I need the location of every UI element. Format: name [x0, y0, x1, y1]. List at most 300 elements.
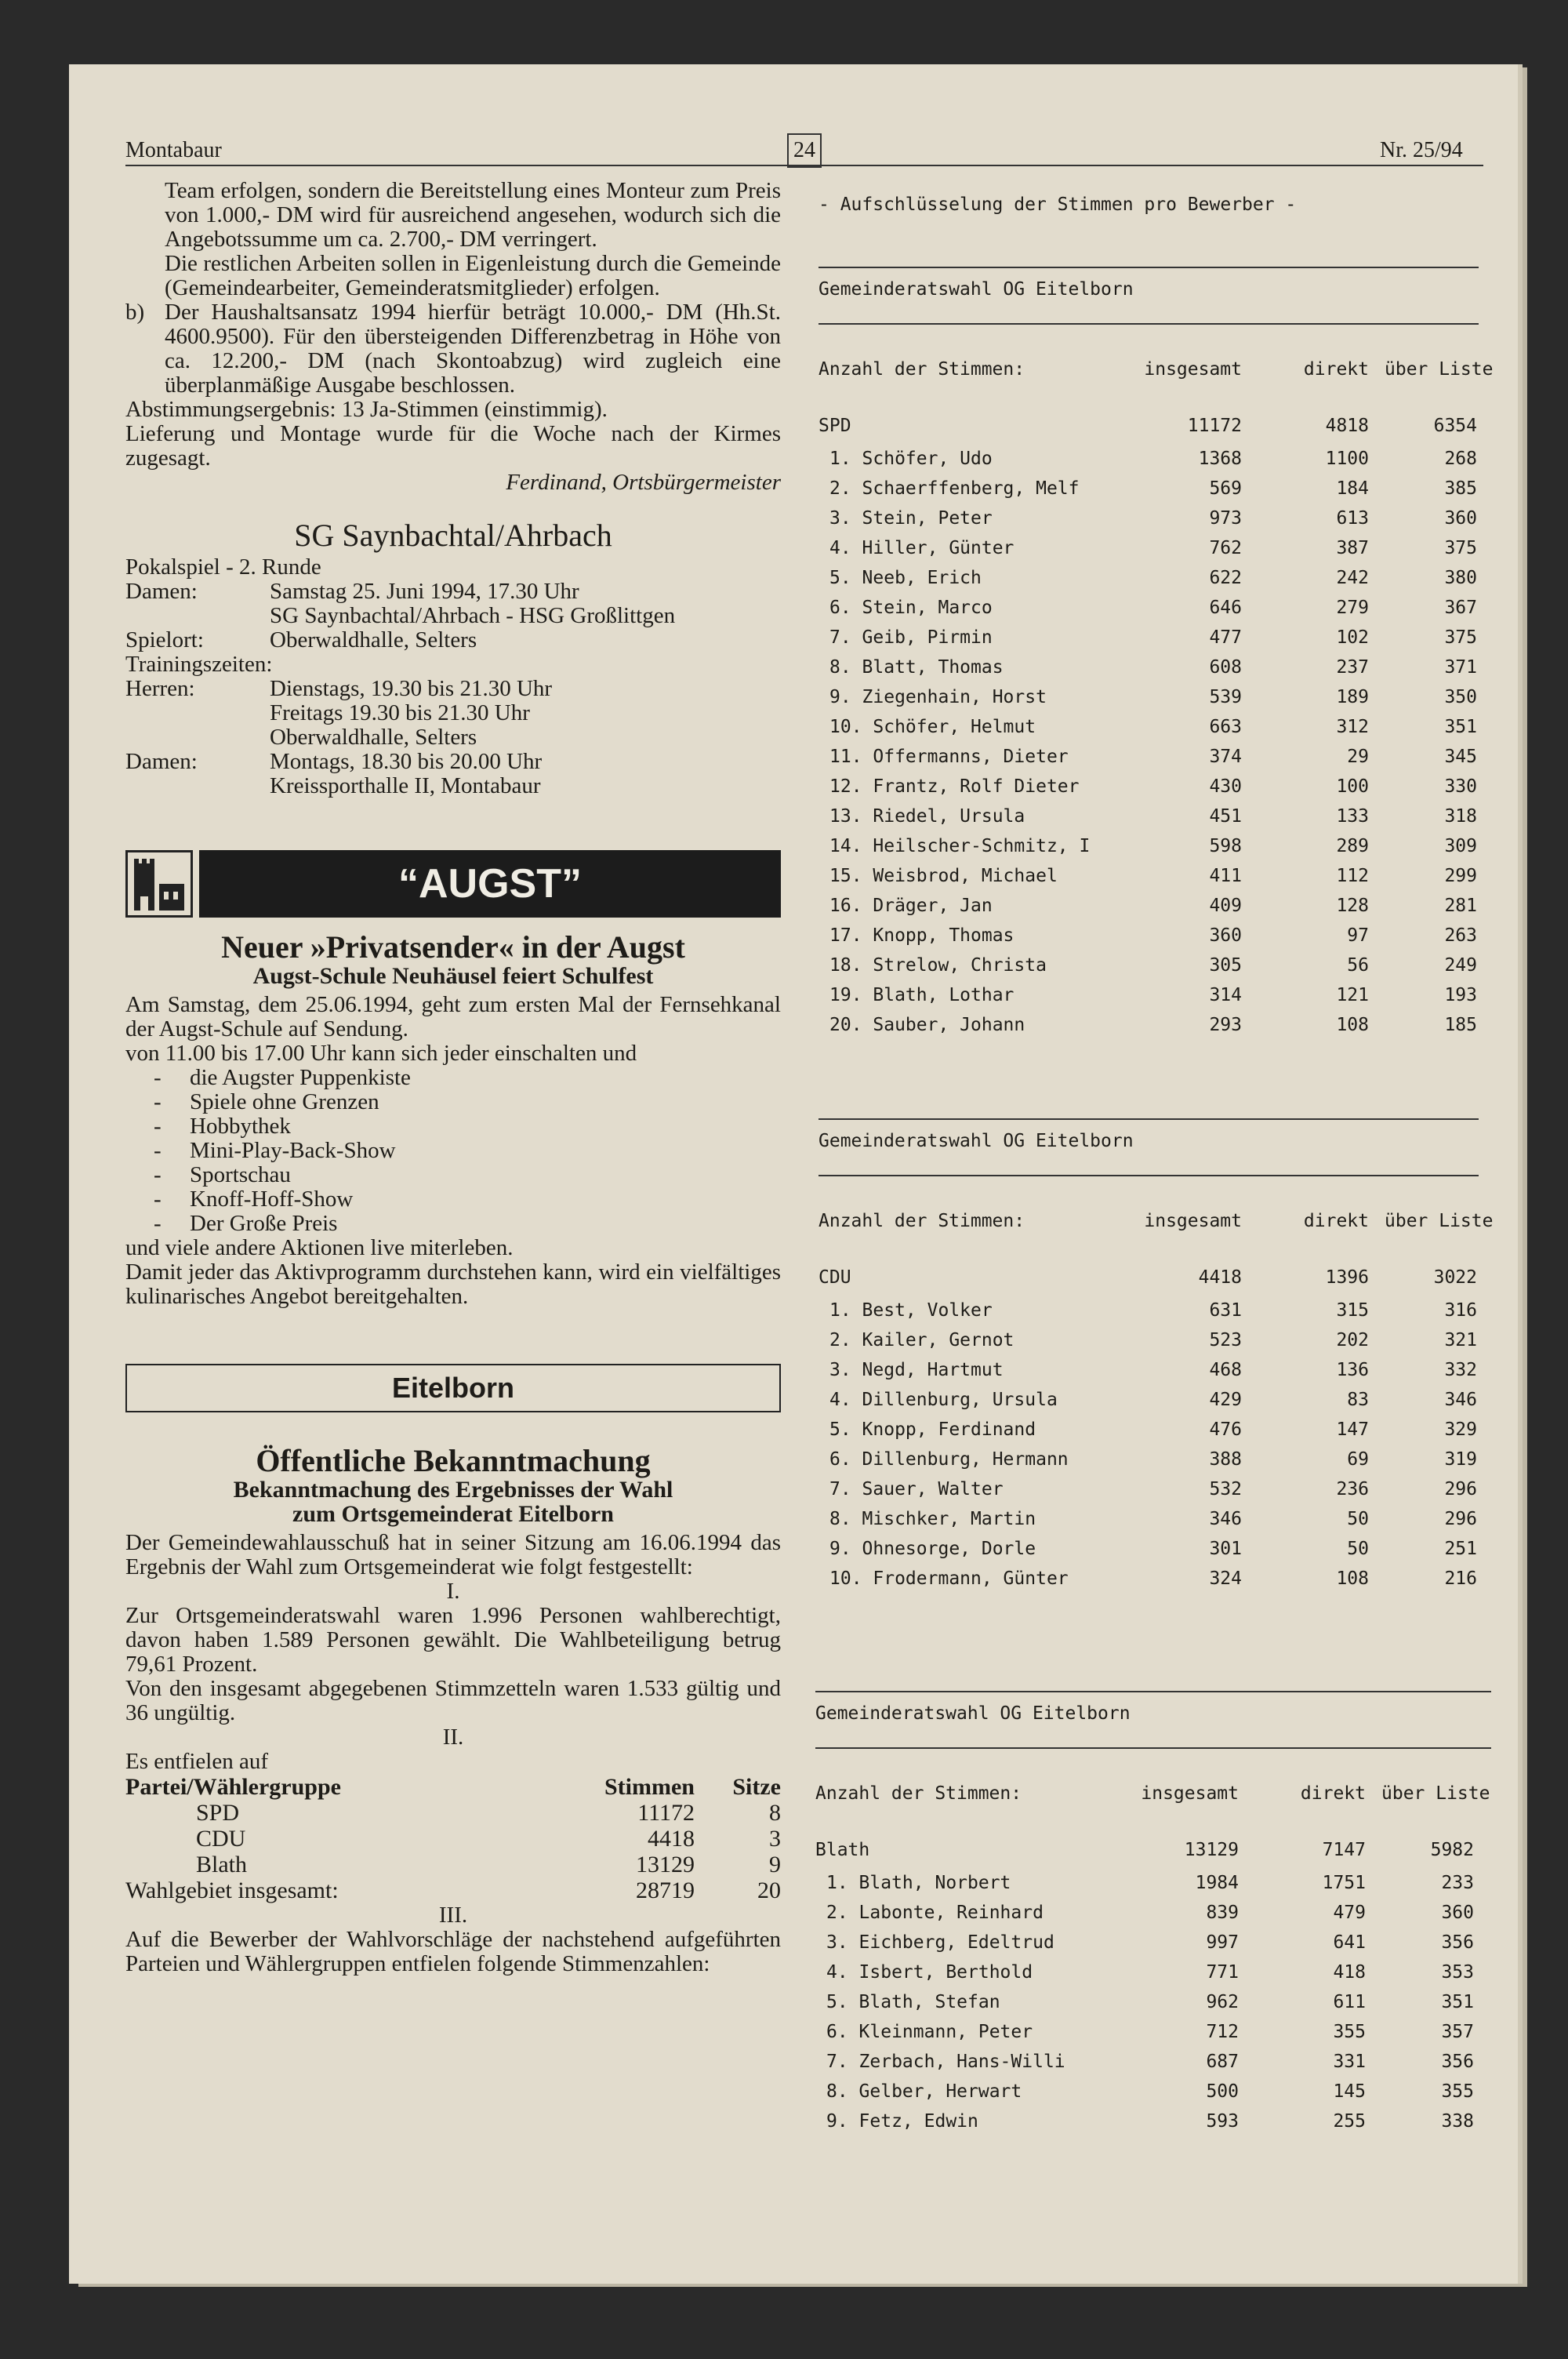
table-row: [815, 1987, 1491, 2017]
delivery-note: Lieferung und Montage wurde für die Woche nach der Kirmes zugesagt.: [125, 421, 781, 471]
candidate-insgesamt: 687: [1206, 2052, 1239, 2072]
candidate-liste: 268: [1444, 449, 1477, 469]
augst-p1: Am Samstag, dem 25.06.1994, geht zum ersten Mal der Fernsehkanal der Augst-Schule auf Sendung.: [125, 992, 781, 1041]
candidate-insgesamt: 539: [1209, 687, 1242, 707]
candidate-name: 2. Kailer, Gernot: [829, 1330, 1014, 1350]
party-total-row: [818, 411, 1479, 441]
table-row: [818, 772, 1479, 801]
section-rule-bottom: [815, 1747, 1491, 1749]
sg-herren-line1: Dienstags, 19.30 bis 21.30 Uhr: [270, 676, 553, 701]
candidate-direkt: 100: [1336, 776, 1369, 797]
eitelborn-p5: Auf die Bewerber der Wahlvorschläge der nachstehend aufgeführten Parteien und Wählergruppen entfielen folgende Stimmenzahlen:: [125, 1927, 781, 1976]
candidate-direkt: 102: [1336, 627, 1369, 648]
candidate-direkt: 312: [1336, 717, 1369, 737]
candidate-name: 19. Blath, Lothar: [829, 985, 1014, 1005]
candidate-insgesamt: 305: [1209, 955, 1242, 976]
candidate-insgesamt: 430: [1209, 776, 1242, 797]
augst-list-item: - die Augster Puppenkiste: [154, 1065, 411, 1090]
votes-breakdown-heading: - Aufschlüsselung der Stimmen pro Bewerber -: [818, 194, 1297, 215]
roman-i: I.: [446, 1579, 460, 1604]
augst-p2: von 11.00 bis 17.00 Uhr kann sich jeder einschalten und: [125, 1041, 637, 1066]
candidate-name: 4. Isbert, Berthold: [826, 1962, 1033, 1983]
candidate-name: 7. Zerbach, Hans-Willi: [826, 2052, 1065, 2072]
sg-spielort-value: Oberwaldhalle, Selters: [270, 627, 477, 652]
table-row: [818, 1325, 1479, 1355]
candidate-direkt: 613: [1336, 508, 1369, 529]
candidate-liste: 251: [1444, 1539, 1477, 1559]
candidate-insgesamt: 712: [1206, 2022, 1239, 2042]
sg-damen2-line2: Kreissporthalle II, Montabaur: [270, 773, 541, 798]
candidate-name: 12. Frantz, Rolf Dieter: [829, 776, 1080, 797]
eitelborn-p4: Es entfielen auf: [125, 1749, 268, 1774]
candidate-name: 4. Dillenburg, Ursula: [829, 1390, 1058, 1410]
sg-herren-label: Herren:: [125, 676, 195, 701]
candidate-direkt: 97: [1347, 925, 1369, 946]
candidate-direkt: 83: [1347, 1390, 1369, 1410]
candidate-direkt: 108: [1336, 1015, 1369, 1035]
candidate-table: [818, 354, 1494, 1070]
candidate-liste: 329: [1444, 1419, 1477, 1440]
sg-damen-line2: SG Saynbachtal/Ahrbach - HSG Großlittgen: [270, 603, 676, 628]
sg-damen2-label: Damen:: [125, 749, 198, 774]
sg-damen: [125, 580, 781, 628]
sg-spielort-label: Spielort:: [125, 627, 204, 652]
augst-list-item: - Spiele ohne Grenzen: [154, 1089, 379, 1114]
candidate-insgesamt: 962: [1206, 1992, 1239, 2012]
party-name: Blath: [815, 1840, 870, 1860]
candidate-insgesamt: 477: [1209, 627, 1242, 648]
table-row: [818, 1534, 1479, 1564]
candidate-direkt: 108: [1336, 1568, 1369, 1589]
candidate-name: 9. Fetz, Edwin: [826, 2111, 978, 2132]
party-liste: 6354: [1433, 416, 1477, 436]
candidate-liste: 355: [1441, 2081, 1474, 2102]
candidate-insgesamt: 293: [1209, 1015, 1242, 1035]
table-row: [818, 1474, 1479, 1504]
party-direkt: 7147: [1322, 1840, 1366, 1860]
candidate-liste: 345: [1444, 747, 1477, 767]
table-row: [818, 503, 1479, 533]
augst-list-item: - Sportschau: [154, 1162, 291, 1187]
sg-herren-line2: Freitags 19.30 bis 21.30 Uhr: [270, 700, 530, 725]
section-rule-bottom: [818, 1175, 1479, 1176]
candidate-name: 8. Gelber, Herwart: [826, 2081, 1022, 2102]
candidate-insgesamt: 622: [1209, 568, 1242, 588]
candidate-insgesamt: 346: [1209, 1509, 1242, 1529]
candidate-name: 5. Knopp, Ferdinand: [829, 1419, 1036, 1440]
table-row: [815, 1868, 1491, 1898]
sg-damen-label: Damen:: [125, 579, 198, 604]
table-row: [818, 1564, 1479, 1594]
candidate-name: 14. Heilscher-Schmitz, I: [829, 836, 1091, 856]
sg-spielort: [125, 628, 781, 652]
candidate-direkt: 29: [1347, 747, 1369, 767]
candidate-direkt: 145: [1333, 2081, 1366, 2102]
candidate-table: [815, 1779, 1491, 2166]
sg-herren: [125, 677, 781, 750]
table-row: [815, 2077, 1491, 2106]
item-b-label: b): [125, 300, 145, 325]
candidate-liste: 367: [1444, 598, 1477, 618]
candidate-insgesamt: 411: [1209, 866, 1242, 886]
candidate-direkt: 1751: [1322, 1873, 1366, 1893]
candidate-name: 8. Blatt, Thomas: [829, 657, 1004, 678]
party-total-row: [818, 1263, 1479, 1292]
roman-iii: III.: [438, 1903, 468, 1928]
col-insgesamt: insgesamt: [1144, 359, 1242, 380]
candidate-liste: 299: [1444, 866, 1477, 886]
table-row: [818, 682, 1479, 712]
eitelborn-section-box: Eitelborn: [125, 1364, 781, 1412]
sg-damen2: [125, 750, 781, 798]
candidate-insgesamt: 608: [1209, 657, 1242, 678]
party-direkt: 4818: [1325, 416, 1369, 436]
augst-banner: [125, 850, 781, 918]
candidate-name: 3. Eichberg, Edeltrud: [826, 1932, 1054, 1953]
candidate-direkt: 133: [1336, 806, 1369, 827]
candidate-liste: 316: [1444, 1300, 1477, 1321]
augst-banner-title: “AUGST”: [199, 850, 781, 918]
col-direkt: direkt: [1300, 1783, 1366, 1804]
candidate-liste: 319: [1444, 1449, 1477, 1470]
section-rule-top: [818, 267, 1479, 268]
augst-article-subtitle: Augst-Schule Neuhäusel feiert Schulfest: [252, 963, 654, 989]
candidate-liste: 263: [1444, 925, 1477, 946]
candidate-insgesamt: 839: [1206, 1903, 1239, 1923]
section-rule-top: [818, 1118, 1479, 1120]
col-insgesamt: insgesamt: [1144, 1211, 1242, 1231]
candidate-insgesamt: 409: [1209, 896, 1242, 916]
item-b: [125, 300, 781, 398]
candidate-liste: 351: [1444, 717, 1477, 737]
table-row: [818, 474, 1479, 503]
table-row: [818, 533, 1479, 563]
candidate-name: 9. Ohnesorge, Dorle: [829, 1539, 1036, 1559]
augst-list-item: - Der Große Preis: [154, 1211, 338, 1236]
candidate-name: 6. Stein, Marco: [829, 598, 993, 618]
candidate-direkt: 50: [1347, 1509, 1369, 1529]
candidate-insgesamt: 388: [1209, 1449, 1242, 1470]
candidate-name: 4. Hiller, Günter: [829, 538, 1014, 558]
section-rule-top: [815, 1691, 1491, 1692]
candidate-direkt: 641: [1333, 1932, 1366, 1953]
candidate-name: 15. Weisbrod, Michael: [829, 866, 1058, 886]
eitelborn-subtitle-1: Bekanntmachung des Ergebnisses der Wahl: [233, 1477, 673, 1503]
candidate-name: 11. Offermanns, Dieter: [829, 747, 1069, 767]
candidate-liste: 281: [1444, 896, 1477, 916]
party-results-table: [125, 1774, 781, 1903]
roman-ii: II.: [442, 1725, 464, 1750]
eitelborn-p2: Zur Ortsgemeinderatswahl waren 1.996 Personen wahlberechtigt, davon haben 1.589 Personen gewählt. Die Wahlbeteiligung betrug 79,61 Prozent.: [125, 1603, 781, 1677]
col-direkt: direkt: [1303, 1211, 1369, 1231]
header-rule: [125, 165, 1483, 166]
eitelborn-p3: Von den insgesamt abgegebenen Stimmzetteln waren 1.533 gültig und 36 ungültig.: [125, 1676, 781, 1725]
party-insgesamt: 11172: [1187, 416, 1242, 436]
th-party: Partei/Wählergruppe: [125, 1774, 341, 1800]
table-header-row: [815, 1779, 1491, 1808]
table-row: SPD 11172 8: [196, 1800, 781, 1826]
col-insgesamt: insgesamt: [1141, 1783, 1239, 1804]
candidate-insgesamt: 451: [1209, 806, 1242, 827]
table-row: [818, 861, 1479, 891]
table-row: [815, 1957, 1491, 1987]
vote-result: Abstimmungsergebnis: 13 Ja-Stimmen (einstimmig).: [125, 397, 608, 422]
table-row: Blath 13129 9: [196, 1852, 781, 1877]
candidate-name: 17. Knopp, Thomas: [829, 925, 1014, 946]
table-row: [815, 1898, 1491, 1928]
candidate-liste: 356: [1441, 1932, 1474, 1953]
party-name: CDU: [818, 1267, 851, 1288]
table-row: [818, 1385, 1479, 1415]
item-b-text: Der Haushaltsansatz 1994 hierfür beträgt 10.000,- DM (Hh.St. 4600.9500). Für den übersteigenden Differenzbetrag in Höhe von ca. 12.200,- DM (nach Skontoabzug) wird zugleich eine überplanmäßige Ausgabe beschlossen.: [165, 300, 781, 398]
table-row: [818, 742, 1479, 772]
candidate-liste: 375: [1444, 627, 1477, 648]
candidate-direkt: 112: [1336, 866, 1369, 886]
candidate-liste: 330: [1444, 776, 1477, 797]
candidate-direkt: 147: [1336, 1419, 1369, 1440]
eitelborn-title: Öffentliche Bekanntmachung: [256, 1443, 651, 1478]
table-row: [818, 1445, 1479, 1474]
candidate-insgesamt: 500: [1206, 2081, 1239, 2102]
candidate-liste: 360: [1441, 1903, 1474, 1923]
candidate-direkt: 1100: [1325, 449, 1369, 469]
table-row: [818, 1010, 1479, 1040]
section-label: Gemeinderatswahl OG Eitelborn: [815, 1703, 1131, 1724]
candidate-direkt: 189: [1336, 687, 1369, 707]
table-row: [818, 1415, 1479, 1445]
candidate-insgesamt: 314: [1209, 985, 1242, 1005]
candidate-direkt: 236: [1336, 1479, 1369, 1499]
table-row: [818, 1355, 1479, 1385]
sg-pokal: Pokalspiel - 2. Runde: [125, 554, 321, 580]
candidate-direkt: 331: [1333, 2052, 1366, 2072]
candidate-name: 5. Neeb, Erich: [829, 568, 982, 588]
signature: Ferdinand, Ortsbürgermeister: [506, 470, 781, 495]
candidate-insgesamt: 532: [1209, 1479, 1242, 1499]
party-liste: 3022: [1433, 1267, 1477, 1288]
candidate-liste: 249: [1444, 955, 1477, 976]
col-anzahl: Anzahl der Stimmen:: [818, 1211, 1025, 1231]
candidate-name: 6. Kleinmann, Peter: [826, 2022, 1033, 2042]
party-insgesamt: 13129: [1184, 1840, 1239, 1860]
candidate-insgesamt: 301: [1209, 1539, 1242, 1559]
sg-damen2-line1: Montags, 18.30 bis 20.00 Uhr: [270, 749, 543, 774]
candidate-name: 2. Labonte, Reinhard: [826, 1903, 1044, 1923]
candidate-liste: 338: [1441, 2111, 1474, 2132]
candidate-liste: 353: [1441, 1962, 1474, 1983]
candidate-name: 1. Best, Volker: [829, 1300, 993, 1321]
augst-p3: und viele andere Aktionen live miterleben.: [125, 1235, 514, 1260]
candidate-direkt: 128: [1336, 896, 1369, 916]
candidate-liste: 185: [1444, 1015, 1477, 1035]
section-label: Gemeinderatswahl OG Eitelborn: [818, 1131, 1134, 1151]
candidate-insgesamt: 476: [1209, 1419, 1242, 1440]
candidate-name: 10. Schöfer, Helmut: [829, 717, 1036, 737]
candidate-liste: 332: [1444, 1360, 1477, 1380]
candidate-insgesamt: 598: [1209, 836, 1242, 856]
candidate-direkt: 242: [1336, 568, 1369, 588]
table-header-row: [818, 1206, 1494, 1236]
candidate-name: 13. Riedel, Ursula: [829, 806, 1025, 827]
candidate-liste: 375: [1444, 538, 1477, 558]
col-ueber-liste: über Liste: [1385, 359, 1494, 380]
section-label: Gemeinderatswahl OG Eitelborn: [818, 279, 1134, 300]
candidate-name: 8. Mischker, Martin: [829, 1509, 1036, 1529]
candidate-direkt: 121: [1336, 985, 1369, 1005]
candidate-liste: 216: [1444, 1568, 1477, 1589]
table-row: [818, 831, 1479, 861]
candidate-liste: 346: [1444, 1390, 1477, 1410]
candidate-name: 1. Schöfer, Udo: [829, 449, 993, 469]
candidate-liste: 309: [1444, 836, 1477, 856]
candidate-insgesamt: 646: [1209, 598, 1242, 618]
candidate-insgesamt: 429: [1209, 1390, 1242, 1410]
candidate-insgesamt: 1368: [1198, 449, 1242, 469]
candidate-direkt: 479: [1333, 1903, 1366, 1923]
candidate-direkt: 69: [1347, 1449, 1369, 1470]
candidate-name: 3. Stein, Peter: [829, 508, 993, 529]
candidate-name: 9. Ziegenhain, Horst: [829, 687, 1047, 707]
candidate-direkt: 279: [1336, 598, 1369, 618]
candidate-liste: 321: [1444, 1330, 1477, 1350]
augst-list-item: - Mini-Play-Back-Show: [154, 1138, 396, 1163]
candidate-name: 5. Blath, Stefan: [826, 1992, 1000, 2012]
augst-list-item: - Knoff-Hoff-Show: [154, 1187, 354, 1212]
table-row: [818, 891, 1479, 921]
th-votes: Stimmen: [604, 1774, 695, 1800]
candidate-name: 3. Negd, Hartmut: [829, 1360, 1004, 1380]
table-row: [818, 623, 1479, 652]
eitelborn-p1: Der Gemeindewahlausschuß hat in seiner Sitzung am 16.06.1994 das Ergebnis der Wahl zum Ortsgemeinderat wie folgt festgestellt:: [125, 1530, 781, 1579]
candidate-name: 18. Strelow, Christa: [829, 955, 1047, 976]
col-direkt: direkt: [1303, 359, 1369, 380]
castle-logo-icon: [125, 850, 193, 918]
table-row: [815, 2047, 1491, 2077]
col-ueber-liste: über Liste: [1381, 1783, 1490, 1804]
table-row: [815, 2017, 1491, 2047]
candidate-insgesamt: 593: [1206, 2111, 1239, 2132]
candidate-liste: 385: [1444, 478, 1477, 499]
candidate-direkt: 184: [1336, 478, 1369, 499]
candidate-insgesamt: 771: [1206, 1962, 1239, 1983]
table-row: [818, 1504, 1479, 1534]
candidate-direkt: 611: [1333, 1992, 1366, 2012]
candidate-liste: 296: [1444, 1509, 1477, 1529]
candidate-liste: 360: [1444, 508, 1477, 529]
candidate-liste: 357: [1441, 2022, 1474, 2042]
table-row: [818, 593, 1479, 623]
intro-paragraph-2: Die restlichen Arbeiten sollen in Eigenleistung durch die Gemeinde (Gemeindearbeiter, Gemeinderatsmitglieder) erfolgen.: [165, 251, 781, 300]
table-row: [815, 1928, 1491, 1957]
table-row: [818, 1296, 1479, 1325]
candidate-liste: 233: [1441, 1873, 1474, 1893]
sg-title: SG Saynbachtal/Ahrbach: [294, 518, 612, 553]
candidate-insgesamt: 374: [1209, 747, 1242, 767]
party-liste: 5982: [1430, 1840, 1474, 1860]
candidate-insgesamt: 663: [1209, 717, 1242, 737]
table-row: [818, 712, 1479, 742]
candidate-direkt: 50: [1347, 1539, 1369, 1559]
col-anzahl: Anzahl der Stimmen:: [815, 1783, 1022, 1804]
table-row: [815, 2106, 1491, 2136]
candidate-direkt: 136: [1336, 1360, 1369, 1380]
candidate-name: 6. Dillenburg, Hermann: [829, 1449, 1069, 1470]
issue-number: Nr. 25/94: [1380, 138, 1463, 162]
candidate-insgesamt: 1984: [1195, 1873, 1239, 1893]
left-column: [125, 179, 781, 1976]
sg-damen-line1: Samstag 25. Juni 1994, 17.30 Uhr: [270, 579, 579, 604]
candidate-insgesamt: 973: [1209, 508, 1242, 529]
candidate-liste: 350: [1444, 687, 1477, 707]
candidate-name: 7. Geib, Pirmin: [829, 627, 993, 648]
candidate-name: 16. Dräger, Jan: [829, 896, 993, 916]
candidate-table: [818, 1206, 1494, 1623]
augst-article-title: Neuer »Privatsender« in der Augst: [221, 929, 685, 965]
candidate-liste: 296: [1444, 1479, 1477, 1499]
candidate-direkt: 418: [1333, 1962, 1366, 1983]
candidate-liste: 356: [1441, 2052, 1474, 2072]
table-row: [818, 444, 1479, 474]
table-header-row: [818, 354, 1494, 384]
candidate-name: 7. Sauer, Walter: [829, 1479, 1004, 1499]
candidate-direkt: 289: [1336, 836, 1369, 856]
intro-paragraph-1: Team erfolgen, sondern die Bereitstellung eines Monteur zum Preis von 1.000,- DM wird für ausreichend angesehen, wodurch sich die Angebotssumme um ca. 2.700,- DM verringert.: [165, 178, 781, 252]
candidate-insgesamt: 468: [1209, 1360, 1242, 1380]
candidate-insgesamt: 523: [1209, 1330, 1242, 1350]
candidate-name: 20. Sauber, Johann: [829, 1015, 1025, 1035]
candidate-liste: 371: [1444, 657, 1477, 678]
candidate-direkt: 202: [1336, 1330, 1369, 1350]
th-seats: Sitze: [732, 1774, 781, 1800]
candidate-direkt: 315: [1336, 1300, 1369, 1321]
candidate-insgesamt: 569: [1209, 478, 1242, 499]
page-number: 24: [787, 133, 822, 168]
sg-training: Trainingszeiten:: [125, 652, 273, 677]
candidate-name: 1. Blath, Norbert: [826, 1873, 1011, 1893]
candidate-insgesamt: 360: [1209, 925, 1242, 946]
party-direkt: 1396: [1325, 1267, 1369, 1288]
party-name: SPD: [818, 416, 851, 436]
table-row: [818, 980, 1479, 1010]
augst-p4: Damit jeder das Aktivprogramm durchstehen kann, wird ein vielfältiges kulinarisches Angebot bereitgehalten.: [125, 1259, 781, 1309]
section-rule-bottom: [818, 323, 1479, 325]
party-insgesamt: 4418: [1198, 1267, 1242, 1288]
candidate-name: 10. Frodermann, Günter: [829, 1568, 1069, 1589]
candidate-direkt: 56: [1347, 955, 1369, 976]
table-row: [818, 951, 1479, 980]
candidate-liste: 193: [1444, 985, 1477, 1005]
candidate-liste: 380: [1444, 568, 1477, 588]
candidate-insgesamt: 997: [1206, 1932, 1239, 1953]
table-header-row: [125, 1774, 781, 1800]
candidate-insgesamt: 324: [1209, 1568, 1242, 1589]
table-row: [818, 652, 1479, 682]
candidate-insgesamt: 762: [1209, 538, 1242, 558]
candidate-direkt: 255: [1333, 2111, 1366, 2132]
table-row: [818, 563, 1479, 593]
col-ueber-liste: über Liste: [1385, 1211, 1494, 1231]
candidate-name: 2. Schaerffenberg, Melf: [829, 478, 1080, 499]
augst-list-item: - Hobbythek: [154, 1114, 291, 1139]
candidate-direkt: 355: [1333, 2022, 1366, 2042]
candidate-direkt: 237: [1336, 657, 1369, 678]
table-row: [818, 801, 1479, 831]
candidate-liste: 351: [1441, 1992, 1474, 2012]
sg-herren-line3: Oberwaldhalle, Selters: [270, 725, 477, 750]
candidate-direkt: 387: [1336, 538, 1369, 558]
table-total-row: Wahlgebiet insgesamt: 28719 20: [125, 1877, 781, 1903]
party-total-row: [815, 1835, 1491, 1865]
